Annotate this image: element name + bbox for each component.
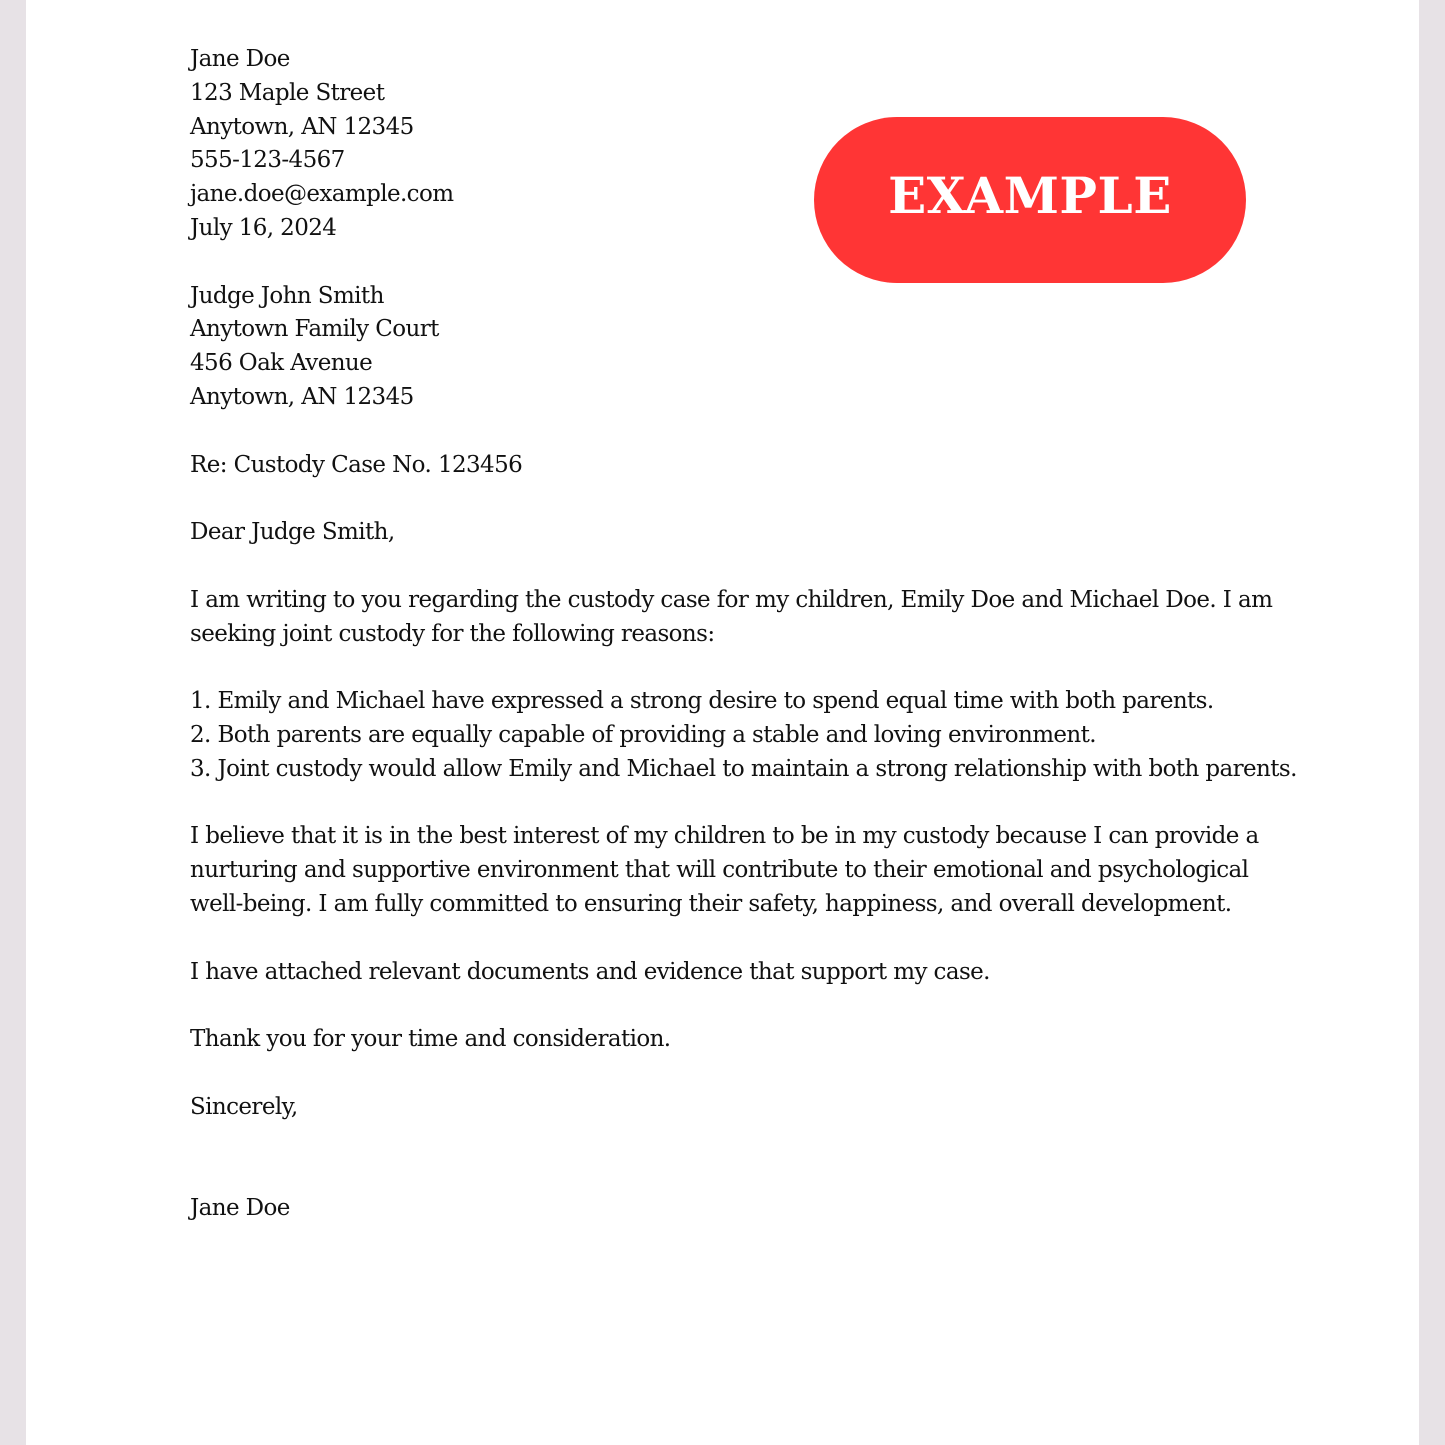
sender-block [190,43,1300,246]
belief-paragraph: I believe that it is in the best interest of my children to be in my custody because I can provide a nurturing and supportive environment that will contribute to their emotional and psychological well-being. I am fully committed to ensuring their safety, happiness, and overall development. [190,823,1259,917]
attachments-paragraph: I have attached relevant documents and evidence that support my case. [190,958,990,985]
signature-name: Jane Doe [190,1195,290,1222]
reason-item: 1. Emily and Michael have expressed a strong desire to spend equal time with both parents. [190,688,1214,715]
salutation: Dear Judge Smith, [190,519,395,546]
sender-street: 123 Maple Street [190,79,385,106]
sender-name: Jane Doe [190,46,290,72]
letter-page [26,0,1419,1445]
sender-email: jane.doe@example.com [190,181,454,208]
reasons-list [190,685,1300,786]
letter-date: July 16, 2024 [190,214,337,241]
closing: Sincerely, [190,1093,298,1120]
example-badge-label: EXAMPLE [888,165,1172,225]
reason-item: 3. Joint custody would allow Emily and Michael to maintain a strong relationship with both parents. [190,755,1297,782]
thanks-paragraph: Thank you for your time and consideration. [190,1026,671,1053]
recipient-name: Judge John Smith [190,282,384,309]
letter-body [190,43,1300,1226]
recipient-block [190,280,1300,415]
reason-item: 2. Both parents are equally capable of providing a stable and loving environment. [190,721,1096,748]
recipient-street: 456 Oak Avenue [190,350,373,377]
subject-line: Re: Custody Case No. 123456 [190,451,523,478]
recipient-city: Anytown, AN 12345 [190,383,414,410]
intro-paragraph: I am writing to you regarding the custody case for my children, Emily Doe and Michael Doe. I am seeking joint custody for the following reasons: [190,586,1273,647]
recipient-court: Anytown Family Court [190,316,439,343]
sender-city: Anytown, AN 12345 [190,113,414,140]
sender-phone: 555-123-4567 [190,147,345,174]
